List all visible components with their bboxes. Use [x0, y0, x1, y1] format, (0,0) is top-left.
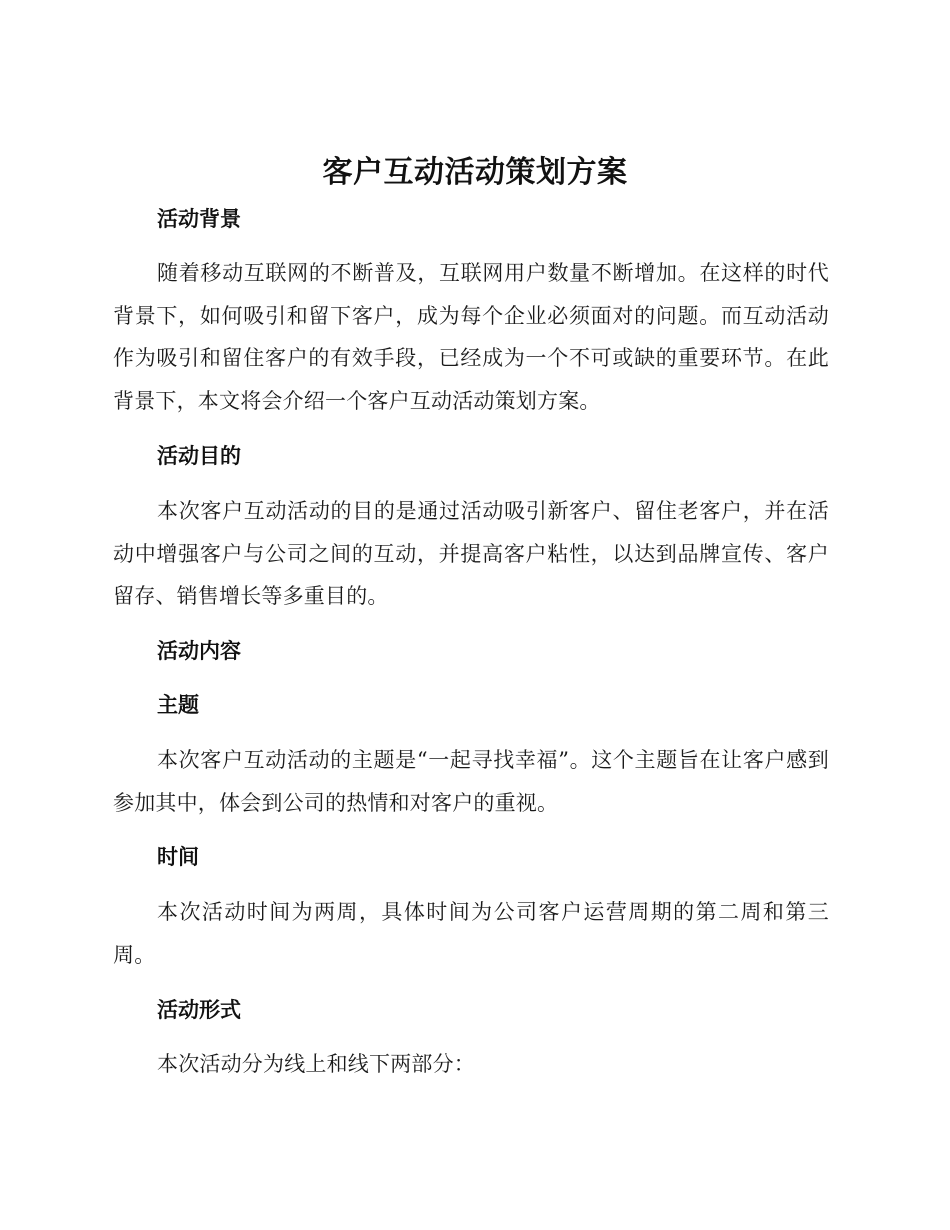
paragraph-purpose: 本次客户互动活动的目的是通过活动吸引新客户、留住老客户，并在活动中增强客户与公司之间的互动，并提高客户粘性，以达到品牌宣传、客户留存、销售增长等多重目的。	[113, 499, 829, 608]
document-title: 客户互动活动策划方案	[322, 155, 628, 190]
section-heading-theme: 主题	[157, 693, 199, 717]
paragraph-time: 本次活动时间为两周，具体时间为公司客户运营周期的第二周和第三周。	[113, 900, 829, 967]
section-heading-format: 活动形式	[157, 998, 241, 1022]
section-heading-purpose: 活动目的	[157, 444, 241, 468]
paragraph-theme: 本次客户互动活动的主题是“一起寻找幸福”。这个主题旨在让客户感到参加其中，体会到公司的热情和对客户的重视。	[113, 748, 829, 815]
paragraph-format: 本次活动分为线上和线下两部分：	[157, 1052, 475, 1076]
paragraph-background: 随着移动互联网的不断普及，互联网用户数量不断增加。在这样的时代背景下，如何吸引和留下客户，成为每个企业必须面对的问题。而互动活动作为吸引和留住客户的有效手段，已经成为一个不可或缺的重要环节。在此背景下，本文将会介绍一个客户互动活动策划方案。	[113, 261, 829, 413]
section-heading-content: 活动内容	[157, 639, 241, 663]
section-heading-time: 时间	[157, 845, 199, 869]
section-heading-background: 活动背景	[157, 207, 241, 231]
